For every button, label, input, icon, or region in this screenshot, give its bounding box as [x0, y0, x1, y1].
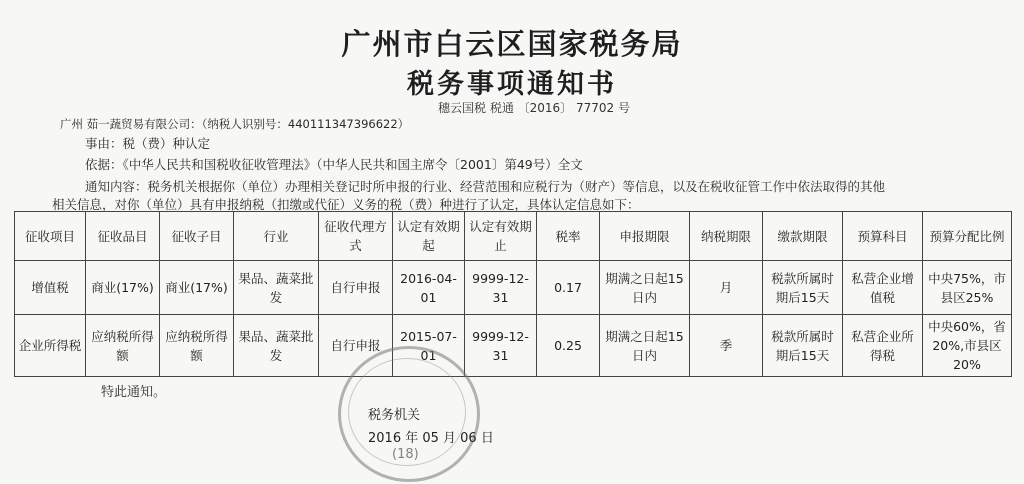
notice-content-line-1: 通知内容：税务机关根据你（单位）办理相关登记时所申报的行业、经营范围和应税行为（财产）等信息，以及在税收征管工作中依法取得的其他 [85, 179, 886, 194]
table-cell: 私营企业所得税 [843, 315, 923, 377]
table-row [15, 261, 1012, 315]
table-cell: 私营企业增值税 [843, 261, 923, 315]
table-cell: 应纳税所得额 [86, 315, 160, 377]
header-cell: 征收品目 [86, 212, 160, 261]
table-cell: 2015-07-01 [393, 315, 465, 377]
table-cell: 9999-12-31 [465, 261, 537, 315]
notice-content-line-2: 相关信息，对你（单位）具有申报纳税（扣缴或代征）义务的税（费）种进行了认定，具体认定信息如下： [52, 197, 640, 212]
header-cell: 征收子目 [160, 212, 234, 261]
table-cell: 9999-12-31 [465, 315, 537, 377]
table-cell: 商业(17%) [86, 261, 160, 315]
seal-number: (18) [392, 447, 419, 462]
table-cell: 税款所属时期后15天 [763, 315, 843, 377]
table-cell: 0.17 [537, 261, 600, 315]
table-cell: 果品、蔬菜批发 [234, 261, 319, 315]
table-cell: 季 [690, 315, 763, 377]
table-cell: 应纳税所得额 [160, 315, 234, 377]
issuing-authority: 税务机关 [368, 408, 421, 423]
issue-date: 2016 年 05 月 06 日 [368, 431, 494, 446]
document-number: 穗云国税 税通 〔2016〕 77702 号 [438, 101, 630, 115]
header-cell: 税率 [537, 212, 600, 261]
table-cell: 商业(17%) [160, 261, 234, 315]
header-cell: 认定有效期起 [393, 212, 465, 261]
table-row [15, 315, 1012, 377]
table-cell: 企业所得税 [15, 315, 86, 377]
table-cell: 期满之日起15日内 [600, 261, 690, 315]
header-cell: 申报期限 [600, 212, 690, 261]
header-cell: 认定有效期止 [465, 212, 537, 261]
header-cell: 征收项目 [15, 212, 86, 261]
authority-title: 广州市白云区国家税务局 [341, 27, 683, 61]
table-cell: 自行申报 [319, 261, 393, 315]
header-cell: 纳税期限 [690, 212, 763, 261]
header-cell: 缴款期限 [763, 212, 843, 261]
table-cell: 中央75%，市县区25% [923, 261, 1012, 315]
table-cell: 果品、蔬菜批发 [234, 315, 319, 377]
header-cell: 预算分配比例 [923, 212, 1012, 261]
document-title: 税务事项通知书 [407, 69, 617, 100]
table-cell: 自行申报 [319, 315, 393, 377]
closing-text: 特此通知。 [101, 385, 167, 400]
header-cell: 征收代理方式 [319, 212, 393, 261]
table-cell: 税款所属时期后15天 [763, 261, 843, 315]
taxpayer-line: 广州 茹一蔬贸易有限公司：（纳税人识别号：440111347396622） [60, 117, 410, 131]
table-cell: 0.25 [537, 315, 600, 377]
table-cell: 月 [690, 261, 763, 315]
basis-line: 依据：《中华人民共和国税收征收管理法》（中华人民共和国主席令〔2001〕第49号）全文 [85, 157, 583, 172]
subject-line: 事由：税（费）种认定 [85, 136, 211, 151]
table-cell: 中央60%，省20%,市县区20% [923, 315, 1012, 377]
table-cell: 2016-04-01 [393, 261, 465, 315]
header-cell: 行业 [234, 212, 319, 261]
table-header-row [15, 212, 1012, 261]
table-cell: 期满之日起15日内 [600, 315, 690, 377]
tax-determination-table [14, 211, 1012, 377]
table-cell: 增值税 [15, 261, 86, 315]
header-cell: 预算科目 [843, 212, 923, 261]
